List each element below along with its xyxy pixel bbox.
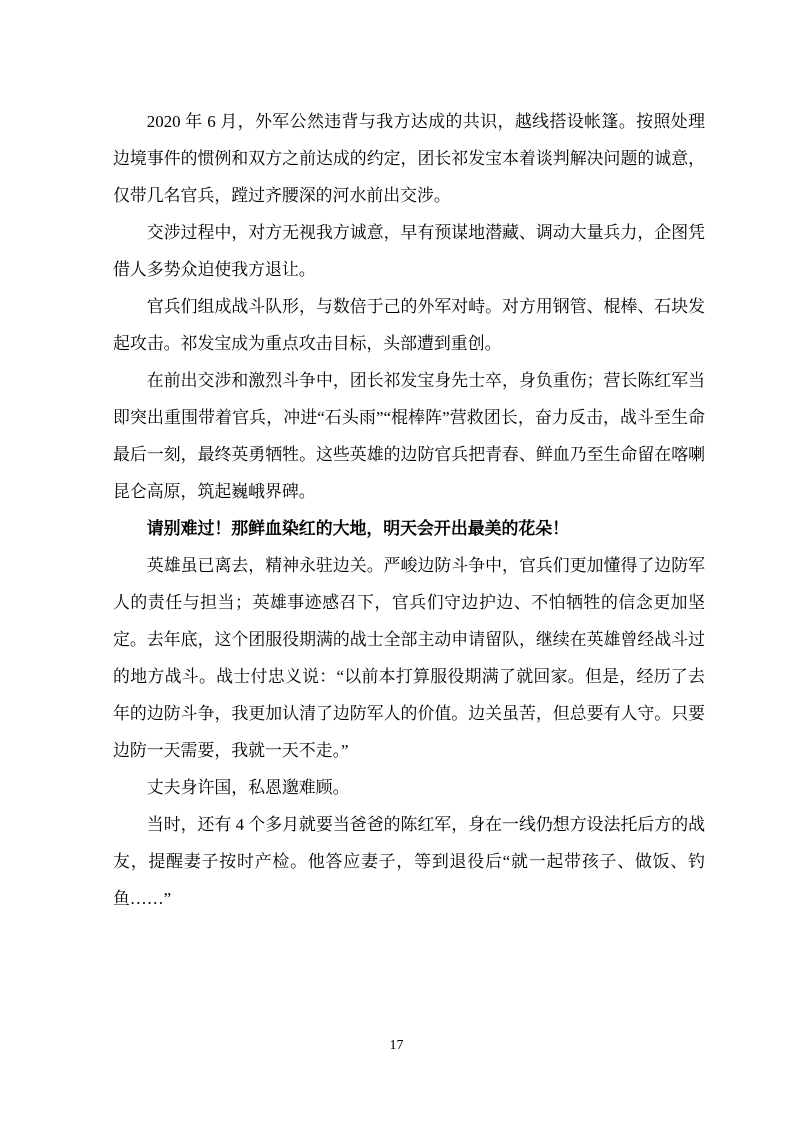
body-paragraph: 官兵们组成战斗队形，与数倍于己的外军对峙。对方用钢管、棍棒、石块发起攻击。祁发宝成为重点攻击目标，头部遭到重创。 [113, 297, 705, 353]
page-number: 17 [389, 1038, 404, 1053]
body-paragraph: 丈夫身许国，私恩邈难顾。 [146, 778, 350, 797]
emphasis-paragraph: 请别难过！那鲜血染红的大地，明天会开出最美的花朵！ [146, 519, 570, 538]
body-paragraph: 当时，还有 4 个多月就要当爸爸的陈红军，身在一线仍想方设法托后方的战友，提醒妻子按时产检。他答应妻子，等到退役后“就一起带孩子、做饭、钓鱼……” [113, 815, 705, 908]
body-paragraph: 英雄虽已离去，精神永驻边关。严峻边防斗争中，官兵们更加懂得了边防军人的责任与担当；英雄事迹感召下，官兵们守边护边、不怕牺牲的信念更加坚定。去年底，这个团服役期满的战士全部主动申请留队，继续在英雄曾经战斗过的地方战斗。战士付忠义说：“以前本打算服役期满了就回家。但是，经历了去年的边防斗争，我更加认清了边防军人的价值。边关虽苦，但总要有人守。只要边防一天需要，我就一天不走。” [113, 556, 705, 760]
page-footer [0, 1036, 793, 1054]
body-paragraph: 在前出交涉和激烈斗争中，团长祁发宝身先士卒，身负重伤；营长陈红军当即突出重围带着官兵，冲进“石头雨”“棍棒阵”营救团长，奋力反击，战斗至生命最后一刻，最终英勇牺牲。这些英雄的边防官兵把青春、鲜血乃至生命留在喀喇昆仑高原，筑起巍峨界碑。 [113, 371, 705, 501]
body-paragraph: 交涉过程中，对方无视我方诚意，早有预谋地潜藏、调动大量兵力，企图凭借人多势众迫使我方退让。 [113, 223, 705, 279]
document-body [113, 103, 705, 917]
body-paragraph: 2020 年 6 月，外军公然违背与我方达成的共识，越线搭设帐篷。按照处理边境事件的惯例和双方之前达成的约定，团长祁发宝本着谈判解决问题的诚意，仅带几名官兵，蹚过齐腰深的河水前出交涉。 [113, 112, 705, 205]
